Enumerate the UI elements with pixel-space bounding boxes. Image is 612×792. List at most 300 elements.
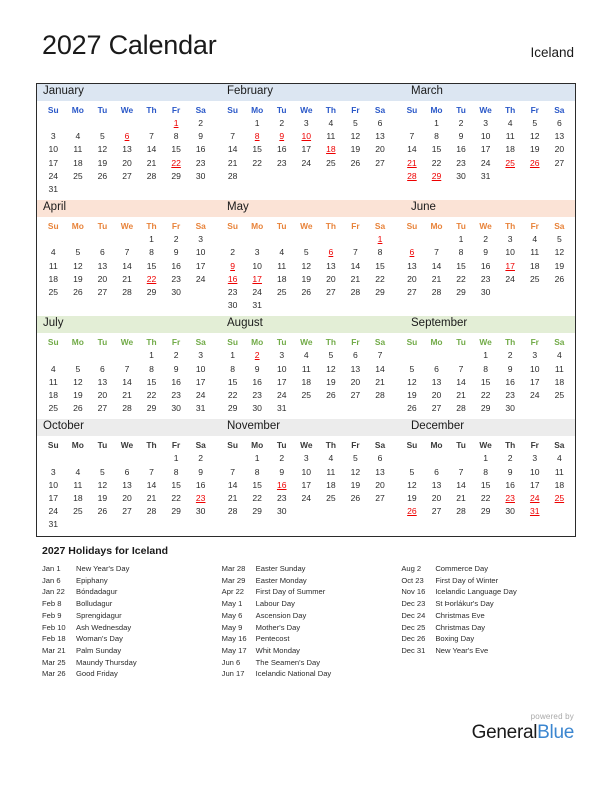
day-cell[interactable]: 31 [480, 170, 491, 181]
day-cell[interactable]: 20 [122, 493, 132, 504]
day-cell[interactable]: 26 [350, 157, 361, 168]
day-cell[interactable]: 27 [375, 157, 385, 168]
day-cell[interactable]: 16 [171, 376, 181, 387]
day-cell[interactable]: 4 [50, 247, 56, 258]
day-cell[interactable]: 11 [73, 479, 83, 490]
day-cell[interactable]: 22 [375, 273, 385, 284]
day-cell[interactable]: 4 [75, 466, 81, 477]
day-cell[interactable]: 16 [171, 260, 181, 271]
day-cell[interactable]: 11 [554, 466, 564, 477]
day-cell[interactable]: 23 [252, 390, 262, 401]
day-cell[interactable]: 12 [326, 363, 336, 374]
day-cell[interactable]: 25 [48, 403, 59, 414]
day-cell-holiday[interactable]: 1 [377, 234, 383, 245]
day-cell[interactable]: 7 [458, 363, 464, 374]
day-cell[interactable]: 19 [407, 390, 417, 401]
day-cell[interactable]: 6 [353, 350, 358, 361]
day-cell-holiday[interactable]: 22 [171, 157, 181, 168]
day-cell[interactable]: 8 [434, 131, 439, 142]
day-cell[interactable]: 24 [195, 273, 206, 284]
day-cell[interactable]: 15 [171, 144, 181, 155]
day-cell[interactable]: 2 [483, 234, 489, 245]
day-cell[interactable]: 25 [73, 506, 83, 517]
day-cell[interactable]: 13 [554, 131, 565, 142]
day-cell[interactable]: 16 [252, 376, 262, 387]
day-cell[interactable]: 15 [146, 376, 157, 387]
day-cell-holiday[interactable]: 26 [529, 157, 540, 168]
day-cell[interactable]: 21 [431, 273, 442, 284]
day-cell[interactable]: 13 [431, 376, 442, 387]
day-cell[interactable]: 9 [507, 466, 513, 477]
day-cell[interactable]: 2 [507, 350, 513, 361]
day-cell[interactable]: 4 [556, 453, 562, 464]
day-cell[interactable]: 12 [350, 131, 361, 142]
day-cell[interactable]: 22 [146, 390, 157, 401]
day-cell[interactable]: 5 [556, 234, 562, 245]
day-cell[interactable]: 21 [122, 273, 132, 284]
day-cell[interactable]: 1 [254, 453, 260, 464]
day-cell[interactable]: 20 [375, 144, 385, 155]
day-cell[interactable]: 2 [507, 453, 513, 464]
day-cell[interactable]: 5 [328, 350, 334, 361]
day-cell[interactable]: 8 [149, 363, 154, 374]
day-cell[interactable]: 17 [301, 479, 312, 490]
day-cell-holiday[interactable]: 10 [301, 131, 312, 142]
day-cell[interactable]: 21 [122, 390, 132, 401]
day-cell[interactable]: 24 [48, 506, 59, 517]
day-cell-holiday[interactable]: 25 [554, 493, 565, 504]
day-cell[interactable]: 23 [456, 157, 466, 168]
day-cell[interactable]: 16 [195, 479, 206, 490]
day-cell[interactable]: 23 [171, 390, 181, 401]
day-cell[interactable]: 26 [350, 493, 361, 504]
day-cell[interactable]: 17 [195, 376, 206, 387]
day-cell[interactable]: 2 [279, 118, 285, 128]
day-cell[interactable]: 26 [97, 506, 108, 517]
day-cell[interactable]: 2 [173, 234, 179, 245]
day-cell[interactable]: 18 [276, 273, 287, 284]
day-cell[interactable]: 27 [350, 390, 361, 401]
day-cell[interactable]: 13 [122, 144, 132, 155]
day-cell[interactable]: 14 [456, 479, 466, 490]
day-cell-holiday[interactable]: 9 [279, 131, 285, 142]
day-cell[interactable]: 29 [456, 287, 466, 298]
day-cell[interactable]: 30 [227, 300, 238, 311]
day-cell[interactable]: 25 [326, 493, 336, 504]
day-cell[interactable]: 15 [375, 260, 385, 271]
day-cell[interactable]: 18 [554, 376, 565, 387]
day-cell[interactable]: 9 [198, 131, 204, 142]
day-cell[interactable]: 11 [554, 363, 564, 374]
day-cell[interactable]: 25 [529, 273, 540, 284]
day-cell[interactable]: 11 [326, 131, 336, 142]
day-cell[interactable]: 8 [377, 247, 383, 258]
day-cell[interactable]: 10 [301, 466, 312, 477]
day-cell[interactable]: 13 [407, 260, 417, 271]
day-cell[interactable]: 13 [122, 479, 132, 490]
day-cell[interactable]: 6 [100, 363, 105, 374]
day-cell[interactable]: 19 [529, 144, 540, 155]
day-cell[interactable]: 13 [326, 260, 336, 271]
day-cell[interactable]: 17 [480, 144, 491, 155]
day-cell-holiday[interactable]: 6 [328, 247, 334, 258]
day-cell[interactable]: 29 [375, 287, 385, 298]
day-cell[interactable]: 26 [97, 170, 108, 181]
day-cell-holiday[interactable]: 21 [407, 157, 417, 168]
day-cell[interactable]: 3 [50, 466, 56, 477]
day-cell[interactable]: 18 [301, 376, 312, 387]
day-cell-holiday[interactable]: 8 [254, 131, 260, 142]
day-cell[interactable]: 11 [277, 260, 287, 271]
day-cell[interactable]: 19 [97, 493, 108, 504]
day-cell[interactable]: 5 [100, 466, 105, 477]
day-cell[interactable]: 2 [198, 118, 204, 128]
day-cell[interactable]: 14 [407, 144, 417, 155]
day-cell[interactable]: 20 [554, 144, 565, 155]
day-cell-holiday[interactable]: 23 [505, 493, 515, 504]
day-cell[interactable]: 11 [48, 260, 58, 271]
day-cell[interactable]: 14 [375, 363, 385, 374]
day-cell[interactable]: 7 [149, 131, 154, 142]
day-cell[interactable]: 21 [146, 157, 157, 168]
day-cell[interactable]: 19 [301, 273, 312, 284]
day-cell[interactable]: 27 [97, 403, 108, 414]
day-cell[interactable]: 7 [409, 131, 415, 142]
day-cell[interactable]: 28 [350, 287, 361, 298]
day-cell-holiday[interactable]: 22 [146, 273, 157, 284]
day-cell[interactable]: 5 [100, 131, 105, 142]
day-cell[interactable]: 17 [529, 376, 540, 387]
day-cell[interactable]: 28 [146, 170, 157, 181]
day-cell[interactable]: 18 [48, 273, 59, 284]
day-cell[interactable]: 1 [230, 350, 235, 361]
day-cell[interactable]: 24 [195, 390, 206, 401]
day-cell[interactable]: 5 [303, 247, 309, 258]
day-cell[interactable]: 21 [456, 493, 466, 504]
day-cell[interactable]: 17 [48, 493, 59, 504]
day-cell[interactable]: 3 [532, 350, 538, 361]
day-cell[interactable]: 4 [328, 118, 334, 128]
day-cell[interactable]: 10 [48, 479, 59, 490]
day-cell[interactable]: 28 [227, 506, 238, 517]
day-cell[interactable]: 30 [505, 506, 515, 517]
day-cell[interactable]: 19 [97, 157, 108, 168]
day-cell[interactable]: 29 [171, 506, 181, 517]
day-cell[interactable]: 24 [505, 273, 515, 284]
day-cell[interactable]: 21 [375, 376, 385, 387]
day-cell[interactable]: 30 [505, 403, 515, 414]
day-cell[interactable]: 19 [73, 390, 83, 401]
day-cell[interactable]: 24 [480, 157, 491, 168]
day-cell[interactable]: 15 [252, 479, 262, 490]
day-cell[interactable]: 26 [407, 403, 417, 414]
day-cell[interactable]: 9 [483, 247, 489, 258]
day-cell[interactable]: 21 [146, 493, 157, 504]
day-cell[interactable]: 20 [431, 390, 442, 401]
day-cell[interactable]: 31 [48, 184, 59, 195]
day-cell[interactable]: 8 [149, 247, 154, 258]
day-cell[interactable]: 3 [279, 350, 285, 361]
day-cell[interactable]: 28 [431, 287, 442, 298]
day-cell-holiday[interactable]: 9 [230, 260, 235, 271]
day-cell[interactable]: 5 [409, 363, 415, 374]
day-cell[interactable]: 12 [97, 144, 108, 155]
day-cell[interactable]: 23 [227, 287, 238, 298]
day-cell[interactable]: 3 [198, 234, 204, 245]
day-cell[interactable]: 17 [195, 260, 206, 271]
day-cell[interactable]: 2 [173, 350, 179, 361]
day-cell[interactable]: 19 [326, 376, 336, 387]
day-cell[interactable]: 29 [252, 506, 262, 517]
day-cell[interactable]: 2 [458, 118, 464, 128]
day-cell[interactable]: 2 [279, 453, 285, 464]
day-cell[interactable]: 4 [279, 247, 285, 258]
day-cell[interactable]: 22 [227, 390, 238, 401]
day-cell[interactable]: 26 [73, 403, 83, 414]
day-cell[interactable]: 9 [198, 466, 204, 477]
day-cell[interactable]: 11 [301, 363, 311, 374]
day-cell[interactable]: 6 [434, 363, 439, 374]
day-cell[interactable]: 29 [480, 506, 491, 517]
day-cell[interactable]: 10 [276, 363, 287, 374]
day-cell[interactable]: 7 [434, 247, 439, 258]
day-cell-holiday[interactable]: 16 [276, 479, 287, 490]
day-cell[interactable]: 13 [431, 479, 442, 490]
day-cell-holiday[interactable]: 26 [407, 506, 417, 517]
day-cell[interactable]: 16 [276, 144, 287, 155]
day-cell[interactable]: 19 [73, 273, 83, 284]
day-cell[interactable]: 24 [252, 287, 262, 298]
day-cell[interactable]: 16 [456, 144, 466, 155]
day-cell[interactable]: 9 [254, 363, 260, 374]
day-cell[interactable]: 26 [326, 390, 336, 401]
day-cell[interactable]: 8 [483, 466, 489, 477]
day-cell[interactable]: 7 [230, 131, 235, 142]
day-cell-holiday[interactable]: 31 [529, 506, 540, 517]
day-cell[interactable]: 1 [254, 118, 260, 128]
day-cell[interactable]: 21 [456, 390, 466, 401]
day-cell[interactable]: 22 [480, 493, 491, 504]
day-cell[interactable]: 8 [173, 466, 179, 477]
day-cell[interactable]: 25 [48, 287, 59, 298]
day-cell[interactable]: 21 [350, 273, 361, 284]
day-cell[interactable]: 6 [377, 118, 383, 128]
day-cell[interactable]: 10 [252, 260, 262, 271]
day-cell[interactable]: 18 [554, 479, 565, 490]
day-cell-holiday[interactable]: 17 [505, 260, 515, 271]
day-cell[interactable]: 16 [505, 479, 515, 490]
day-cell[interactable]: 20 [350, 376, 361, 387]
day-cell[interactable]: 28 [456, 403, 466, 414]
day-cell[interactable]: 18 [73, 157, 83, 168]
day-cell[interactable]: 17 [301, 144, 312, 155]
day-cell[interactable]: 25 [73, 170, 83, 181]
day-cell[interactable]: 23 [505, 390, 515, 401]
day-cell-holiday[interactable]: 6 [124, 131, 130, 142]
day-cell[interactable]: 30 [195, 506, 206, 517]
day-cell[interactable]: 14 [146, 144, 157, 155]
day-cell[interactable]: 15 [252, 144, 262, 155]
day-cell[interactable]: 13 [375, 466, 385, 477]
day-cell[interactable]: 13 [97, 376, 108, 387]
day-cell[interactable]: 30 [171, 287, 181, 298]
day-cell[interactable]: 30 [195, 170, 206, 181]
day-cell[interactable]: 11 [530, 247, 540, 258]
day-cell[interactable]: 15 [456, 260, 466, 271]
day-cell[interactable]: 20 [122, 157, 132, 168]
day-cell[interactable]: 30 [456, 170, 466, 181]
day-cell[interactable]: 24 [301, 157, 312, 168]
day-cell[interactable]: 13 [350, 363, 361, 374]
day-cell[interactable]: 6 [377, 453, 383, 464]
day-cell[interactable]: 18 [529, 260, 540, 271]
day-cell[interactable]: 4 [532, 234, 538, 245]
day-cell[interactable]: 24 [48, 170, 59, 181]
day-cell[interactable]: 4 [507, 118, 513, 128]
day-cell[interactable]: 12 [73, 260, 83, 271]
day-cell[interactable]: 23 [276, 493, 287, 504]
day-cell[interactable]: 26 [554, 273, 565, 284]
day-cell[interactable]: 19 [554, 260, 565, 271]
day-cell[interactable]: 12 [73, 376, 83, 387]
day-cell[interactable]: 4 [303, 350, 309, 361]
day-cell[interactable]: 9 [507, 363, 513, 374]
day-cell[interactable]: 1 [483, 350, 489, 361]
day-cell[interactable]: 21 [227, 493, 238, 504]
day-cell[interactable]: 14 [122, 260, 132, 271]
day-cell[interactable]: 29 [480, 403, 491, 414]
day-cell[interactable]: 5 [75, 247, 81, 258]
day-cell[interactable]: 8 [483, 363, 489, 374]
day-cell[interactable]: 26 [301, 287, 312, 298]
day-cell[interactable]: 5 [532, 118, 538, 128]
day-cell[interactable]: 12 [407, 479, 417, 490]
day-cell-holiday[interactable]: 28 [407, 170, 417, 181]
day-cell[interactable]: 5 [409, 466, 415, 477]
day-cell[interactable]: 5 [75, 363, 81, 374]
day-cell-holiday[interactable]: 25 [505, 157, 515, 168]
day-cell[interactable]: 6 [556, 118, 562, 128]
day-cell[interactable]: 7 [377, 350, 383, 361]
day-cell[interactable]: 3 [254, 247, 260, 258]
day-cell[interactable]: 20 [375, 479, 385, 490]
day-cell[interactable]: 27 [375, 493, 385, 504]
day-cell[interactable]: 17 [276, 376, 287, 387]
day-cell[interactable]: 4 [75, 131, 81, 142]
day-cell[interactable]: 19 [350, 144, 361, 155]
day-cell[interactable]: 7 [124, 247, 130, 258]
day-cell[interactable]: 22 [480, 390, 491, 401]
day-cell[interactable]: 12 [407, 376, 417, 387]
day-cell[interactable]: 18 [505, 144, 515, 155]
day-cell[interactable]: 1 [173, 453, 179, 464]
day-cell[interactable]: 12 [529, 131, 540, 142]
day-cell[interactable]: 27 [554, 157, 565, 168]
day-cell[interactable]: 30 [276, 506, 287, 517]
day-cell[interactable]: 4 [328, 453, 334, 464]
day-cell[interactable]: 9 [173, 363, 179, 374]
day-cell[interactable]: 28 [122, 287, 132, 298]
day-cell[interactable]: 6 [434, 466, 439, 477]
day-cell[interactable]: 15 [480, 376, 491, 387]
day-cell[interactable]: 3 [198, 350, 204, 361]
day-cell[interactable]: 8 [254, 466, 260, 477]
day-cell[interactable]: 29 [146, 287, 157, 298]
day-cell[interactable]: 26 [73, 287, 83, 298]
day-cell[interactable]: 7 [353, 247, 358, 258]
day-cell[interactable]: 10 [195, 247, 206, 258]
day-cell[interactable]: 12 [301, 260, 312, 271]
day-cell-holiday[interactable]: 6 [409, 247, 415, 258]
day-cell[interactable]: 25 [301, 390, 312, 401]
day-cell[interactable]: 14 [122, 376, 132, 387]
day-cell[interactable]: 27 [326, 287, 336, 298]
day-cell[interactable]: 9 [173, 247, 179, 258]
day-cell[interactable]: 15 [431, 144, 442, 155]
day-cell[interactable]: 27 [122, 170, 132, 181]
day-cell[interactable]: 20 [326, 273, 336, 284]
day-cell[interactable]: 31 [195, 403, 206, 414]
day-cell[interactable]: 8 [458, 247, 464, 258]
day-cell[interactable]: 9 [458, 131, 464, 142]
day-cell[interactable]: 16 [480, 260, 491, 271]
day-cell[interactable]: 10 [480, 131, 491, 142]
day-cell[interactable]: 8 [173, 131, 179, 142]
day-cell[interactable]: 30 [252, 403, 262, 414]
day-cell[interactable]: 4 [50, 363, 56, 374]
day-cell[interactable]: 31 [276, 403, 287, 414]
day-cell[interactable]: 22 [252, 493, 262, 504]
day-cell[interactable]: 23 [276, 157, 287, 168]
day-cell[interactable]: 22 [431, 157, 442, 168]
day-cell[interactable]: 25 [276, 287, 287, 298]
day-cell[interactable]: 14 [456, 376, 466, 387]
day-cell[interactable]: 5 [353, 453, 358, 464]
day-cell[interactable]: 1 [483, 453, 489, 464]
day-cell[interactable]: 22 [252, 157, 262, 168]
day-cell[interactable]: 10 [195, 363, 206, 374]
day-cell[interactable]: 29 [146, 403, 157, 414]
day-cell[interactable]: 11 [73, 144, 83, 155]
day-cell[interactable]: 13 [97, 260, 108, 271]
day-cell[interactable]: 29 [227, 403, 238, 414]
day-cell[interactable]: 17 [48, 157, 59, 168]
day-cell[interactable]: 15 [171, 479, 181, 490]
day-cell[interactable]: 2 [230, 247, 235, 258]
day-cell[interactable]: 3 [532, 453, 538, 464]
day-cell[interactable]: 4 [556, 350, 562, 361]
day-cell[interactable]: 30 [171, 403, 181, 414]
day-cell[interactable]: 25 [554, 390, 565, 401]
day-cell-holiday[interactable]: 29 [431, 170, 442, 181]
day-cell[interactable]: 16 [195, 144, 206, 155]
day-cell[interactable]: 20 [97, 390, 108, 401]
day-cell[interactable]: 1 [149, 350, 154, 361]
day-cell[interactable]: 1 [458, 234, 464, 245]
day-cell[interactable]: 23 [195, 157, 206, 168]
day-cell[interactable]: 11 [326, 466, 336, 477]
day-cell[interactable]: 30 [480, 287, 491, 298]
day-cell[interactable]: 11 [505, 131, 515, 142]
day-cell[interactable]: 27 [122, 506, 132, 517]
day-cell[interactable]: 6 [124, 466, 130, 477]
day-cell[interactable]: 14 [431, 260, 442, 271]
day-cell[interactable]: 5 [353, 118, 358, 128]
day-cell-holiday[interactable]: 18 [326, 144, 336, 155]
day-cell[interactable]: 8 [230, 363, 235, 374]
day-cell[interactable]: 3 [50, 131, 56, 142]
day-cell[interactable]: 28 [146, 506, 157, 517]
